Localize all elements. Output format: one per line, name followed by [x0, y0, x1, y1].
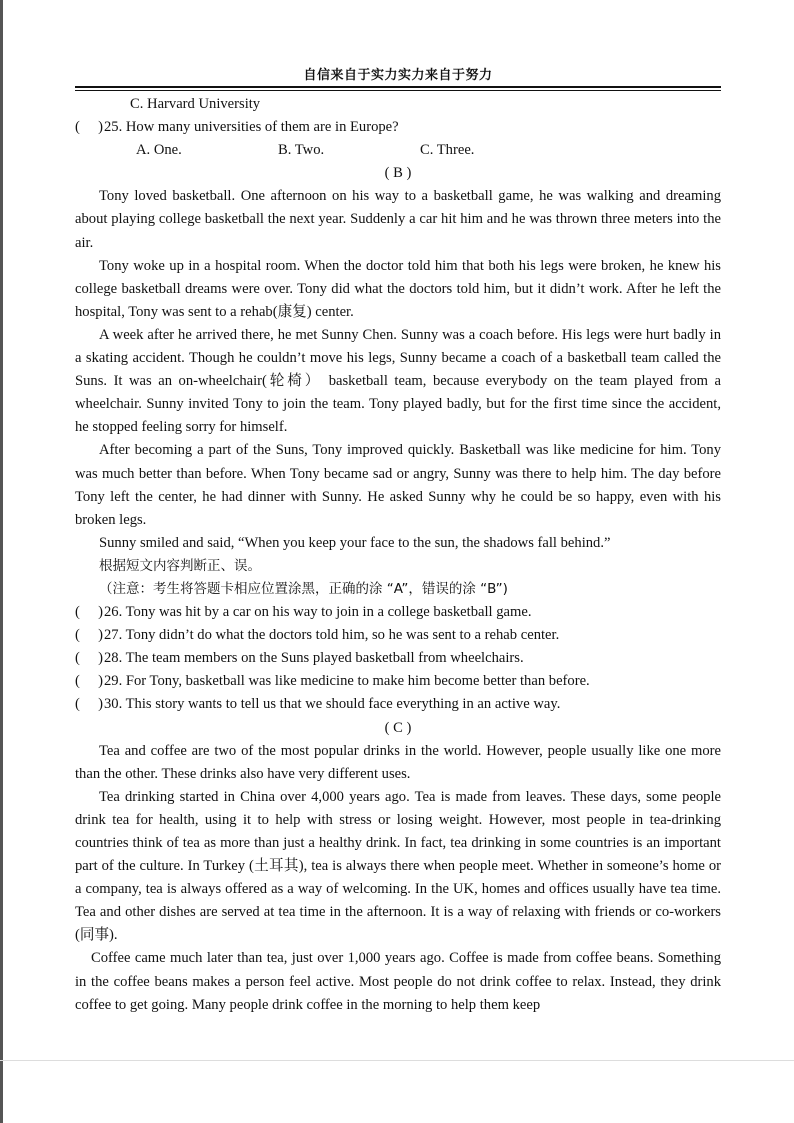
section-b-paragraph: Sunny smiled and said, “When you keep your face to the sun, the shadows fall behind.”: [99, 534, 611, 551]
section-c-paragraph: Tea drinking started in China over 4,000 years ago. Tea is made from leaves. These days, some people drink tea for health, using it to help with stress or losing weight. However, most people in tea-drinking countries think of tea as more than just a healthy drink. In fact, tea drinking in some countries is an important part of the culture. In Turkey (土耳其), tea is always there when people meet. Whether in someone’s home or a company, tea is always offered as a way of welcoming. In the UK, homes and offices usually have tea time. Tea and other dishes are served at tea time in the afternoon. It is a way of relaxing with friends or co-workers (同事).: [75, 788, 721, 944]
header-rule-thin: [75, 90, 721, 91]
section-b-paragraph: Tony woke up in a hospital room. When the doctor told him that both his legs were broken, he knew his college basketball dreams were over. Tony did what the doctors told him, but it didn’t work. After he left the hospital, Tony was sent to a rehab(康复) center.: [75, 257, 721, 320]
section-b-paragraph: After becoming a part of the Suns, Tony improved quickly. Basketball was like medicine for him. Tony was much better than before. When Tony became sad or angry, Sunny was there to help him. The day before Tony left the center, he had dinner with Sunny. He asked Sunny why he could be so happy, even with his broken legs.: [75, 442, 721, 528]
section-c-paragraph: Tea and coffee are two of the most popular drinks in the world. However, people usually like one more than the other. These drinks also have very different uses.: [75, 742, 721, 782]
section-b-note: （注意：考生将答题卡相应位置涂黑，正确的涂 “A”，错误的涂 “B”): [99, 580, 508, 597]
q25-option-c: C. Three.: [420, 142, 475, 159]
section-b-instruction: 根据短文内容判断正、误。: [99, 557, 261, 574]
section-b-heading: ( B ): [384, 165, 412, 182]
question-25: [75, 116, 721, 139]
question-29: ( )29. For Tony, basketball was like medicine to make him become better than before.: [75, 673, 590, 690]
question-27-text: 27. Tony didn’t do what the doctors told him, so he was sent to a rehab center.: [104, 627, 560, 644]
question-26: ( )26. Tony was hit by a car on his way to join in a college basketball game.: [75, 604, 532, 621]
question-28-text: 28. The team members on the Suns played basketball from wheelchairs.: [104, 650, 524, 667]
header-rule-thick: [75, 86, 721, 88]
question-30-text: 30. This story wants to tell us that we should face everything in an active way.: [104, 696, 561, 713]
q24-option-c: C. Harvard University: [130, 96, 261, 112]
q25-option-b: B. Two.: [278, 142, 325, 159]
question-30: ( )30. This story wants to tell us that we should face everything in an active way.: [75, 696, 561, 713]
question-27: ( )27. Tony didn’t do what the doctors told him, so he was sent to a rehab center.: [75, 627, 560, 644]
section-c-paragraph: Coffee came much later than tea, just over 1,000 years ago. Coffee is made from coffee beans. Something in the coffee beans makes a person feel active. Most people do not drink coffee to relax. Instead, they drink coffee to get going. Many people drink coffee in the morning to help them keep: [75, 950, 721, 1013]
section-b-paragraph: Tony loved basketball. One afternoon on his way to a basketball game, he was walking and dreaming about playing college basketball the next year. Suddenly a car hit him and he was thrown three meters into the air.: [75, 188, 721, 251]
section-c-heading: ( C ): [384, 719, 412, 736]
question-25-options: [75, 139, 721, 162]
question-29-text: 29. For Tony, basketball was like medicine to make him become better than before.: [104, 673, 590, 690]
page-edge: [0, 0, 3, 1123]
page-bottom-edge: [0, 1060, 794, 1061]
question-28: ( )28. The team members on the Suns played basketball from wheelchairs.: [75, 650, 524, 667]
section-b-paragraph: A week after he arrived there, he met Sunny Chen. Sunny was a coach before. His legs were hurt badly in a skating accident. Though he couldn’t move his legs, Sunny became a coach of a basketball team called the Suns. It was an on-wheelchair(轮椅） basketball team, because everybody on the team played from a wheelchair. Sunny invited Tony to join the team. Tony played badly, but for the first time since the accident, he stopped feeling sorry for himself.: [75, 326, 721, 436]
page-header-title: 自信来自于实力实力来自于努力: [303, 68, 493, 83]
question-25-text: 25. How many universities of them are in Europe?: [104, 119, 399, 136]
q25-option-a: A. One.: [136, 142, 182, 159]
document-page: [75, 66, 721, 1017]
question-26-text: 26. Tony was hit by a car on his way to join in a college basketball game.: [104, 604, 532, 621]
answer-blank: ( ): [75, 119, 103, 136]
